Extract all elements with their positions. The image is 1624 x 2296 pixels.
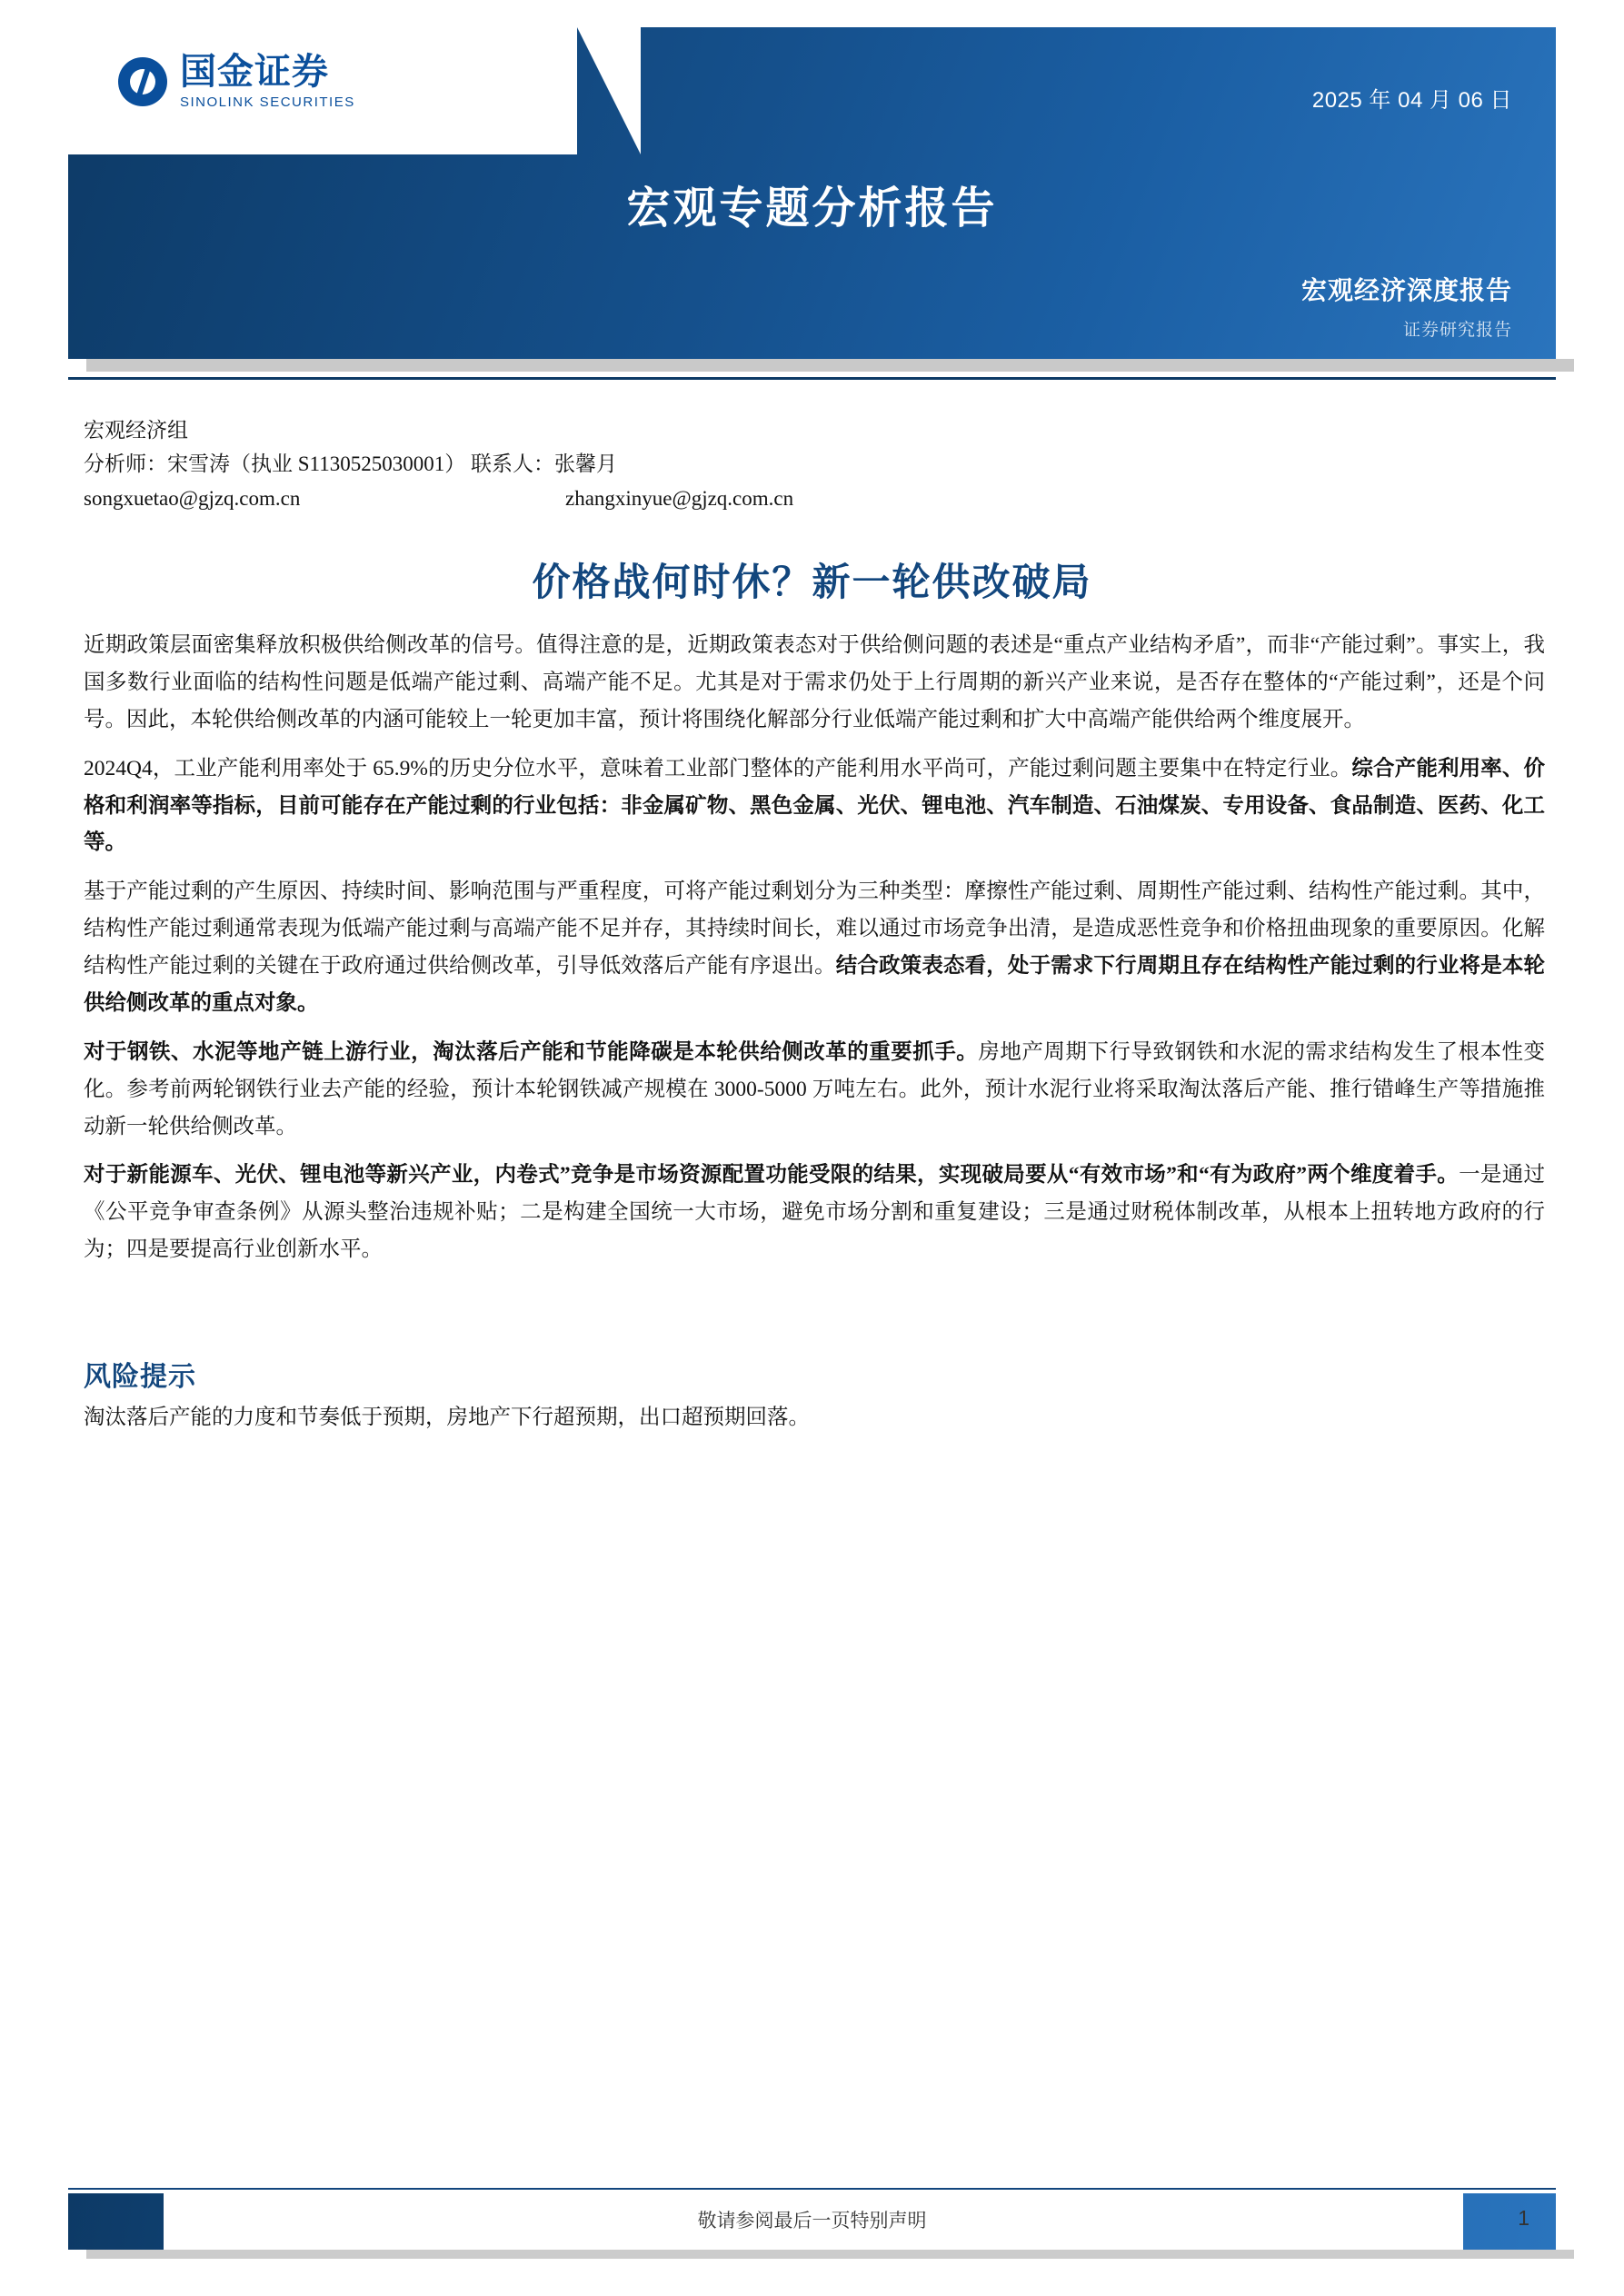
risk-heading: 风险提示 xyxy=(84,1362,196,1392)
report-date: 2025 年 04 月 06 日 xyxy=(1311,88,1512,113)
footer-shadow xyxy=(86,2250,1574,2259)
footer-note: 敬请参阅最后一页特别声明 xyxy=(697,2210,927,2231)
paragraph: 对于新能源车、光伏、锂电池等新兴产业，内卷式”竞争是市场资源配置功能受限的结果，实现破局要从“有效市场”和“有为政府”两个维度着手。一是通过《公平竞争审查条例》从源头整治违规补贴；二是构建全国统一大市场，避免市场分割和重复建设；三是通过财税体制改革，从根本上扭转地方政府的行为；四是要提高行业创新水平。 xyxy=(84,1163,1546,1262)
footer-rule xyxy=(68,2188,1556,2190)
page-header xyxy=(0,0,1624,363)
paragraph: 基于产能过剩的产生原因、持续时间、影响范围与严重程度，可将产能过剩划分为三种类型：摩擦性产能过剩、周期性产能过剩、结构性产能过剩。其中，结构性产能过剩通常表现为低端产能过剩与高端产能不足并存，其持续时间长，难以通过市场竞争出清，是造成恶性竞争和价格扭曲现象的重要原因。化解结构性产能过剩的关键在于政府通过供给侧改革，引导低效落后产能有序退出。结合政策表态看，处于需求下行周期且存在结构性产能过剩的行业将是本轮供给侧改革的重点对象。 xyxy=(84,880,1546,1015)
emphasis-text: 综合产能利用率、价格和利润率等指标，目前可能存在产能过剩的行业包括：非金属矿物、黑色金属、光伏、锂电池、汽车制造、石油煤炭、专用设备、食品制造、医药、化工等。 xyxy=(84,756,1546,855)
paragraph: 2024Q4，工业产能利用率处于 65.9%的历史分位水平，意味着工业部门整体的产能利用水平尚可，产能过剩问题主要集中在特定行业。综合产能利用率、价格和利润率等指标，目前可能存在产能过剩的行业包括：非金属矿物、黑色金属、光伏、锂电池、汽车制造、石油煤炭、专用设备、食品制造、医药、化工等。 xyxy=(84,756,1546,855)
report-subtitle: 宏观经济深度报告 xyxy=(1300,276,1512,304)
sinolink-logo-icon xyxy=(118,57,167,106)
banner-rule xyxy=(68,377,1556,380)
analyst-team: 宏观经济组 xyxy=(84,419,188,442)
logo-text-cn: 国金证券 xyxy=(180,52,329,92)
paragraph: 对于钢铁、水泥等地产链上游行业，淘汰落后产能和节能降碳是本轮供给侧改革的重要抓手。房地产周期下行导致钢铁和水泥的需求结构发生了根本性变化。参考前两轮钢铁行业去产能的经验，预计本轮钢铁减产规模在 3000-5000 万吨左右。此外，预计水泥行业将采取淘汰落后产能、推行错峰生产等措施推动新一轮供给侧改革。 xyxy=(84,1039,1546,1138)
risk-text: 淘汰落后产能的力度和节奏低于预期，房地产下行超预期，出口超预期回落。 xyxy=(84,1406,810,1429)
analyst-email-primary[interactable]: songxuetao@gjzq.com.cn xyxy=(84,486,301,510)
paragraph: 近期政策层面密集释放积极供给侧改革的信号。值得注意的是，近期政策表态对于供给侧问题的表述是“重点产业结构矛盾”，而非“产能过剩”。事实上，我国多数行业面临的结构性问题是低端产能过剩、高端产能不足。尤其是对于需求仍处于上行周期的新兴产业来说，是否存在整体的“产能过剩”，还是个问号。因此，本轮供给侧改革的内涵可能较上一轮更加丰富，预计将围绕化解部分行业低端产能过剩和扩大中高端产能供给两个维度展开。 xyxy=(84,633,1545,731)
report-type-title: 宏观专题分析报告 xyxy=(626,184,998,233)
emphasis-text: 结合政策表态看，处于需求下行周期且存在结构性产能过剩的行业将是本轮供给侧改革的重点对象。 xyxy=(84,954,1546,1015)
page-number: 1 xyxy=(1518,2206,1529,2230)
emphasis-text: 对于新能源车、光伏、锂电池等新兴产业，内卷式”竞争是市场资源配置功能受限的结果，实现破局要从“有效市场”和“有为政府”两个维度着手。 xyxy=(84,1163,1460,1188)
header-banner xyxy=(68,27,1556,359)
page-title: 价格战何时休？新一轮供改破局 xyxy=(532,561,1092,603)
article-body xyxy=(84,627,1545,1280)
banner-shadow xyxy=(86,359,1574,372)
report-category: 证券研究报告 xyxy=(1402,321,1512,340)
analyst-email-secondary[interactable]: zhangxinyue@gjzq.com.cn xyxy=(565,486,794,510)
analyst-line: 分析师：宋雪涛（执业 S1130525030001） 联系人：张馨月 xyxy=(84,452,617,476)
brand-logo xyxy=(118,53,355,110)
emphasis-text: 对于钢铁、水泥等地产链上游行业，淘汰落后产能和节能降碳是本轮供给侧改革的重要抓手。 xyxy=(84,1039,979,1064)
logo-text-en: SINOLINK SECURITIES xyxy=(180,94,355,110)
analyst-block xyxy=(84,413,1538,515)
